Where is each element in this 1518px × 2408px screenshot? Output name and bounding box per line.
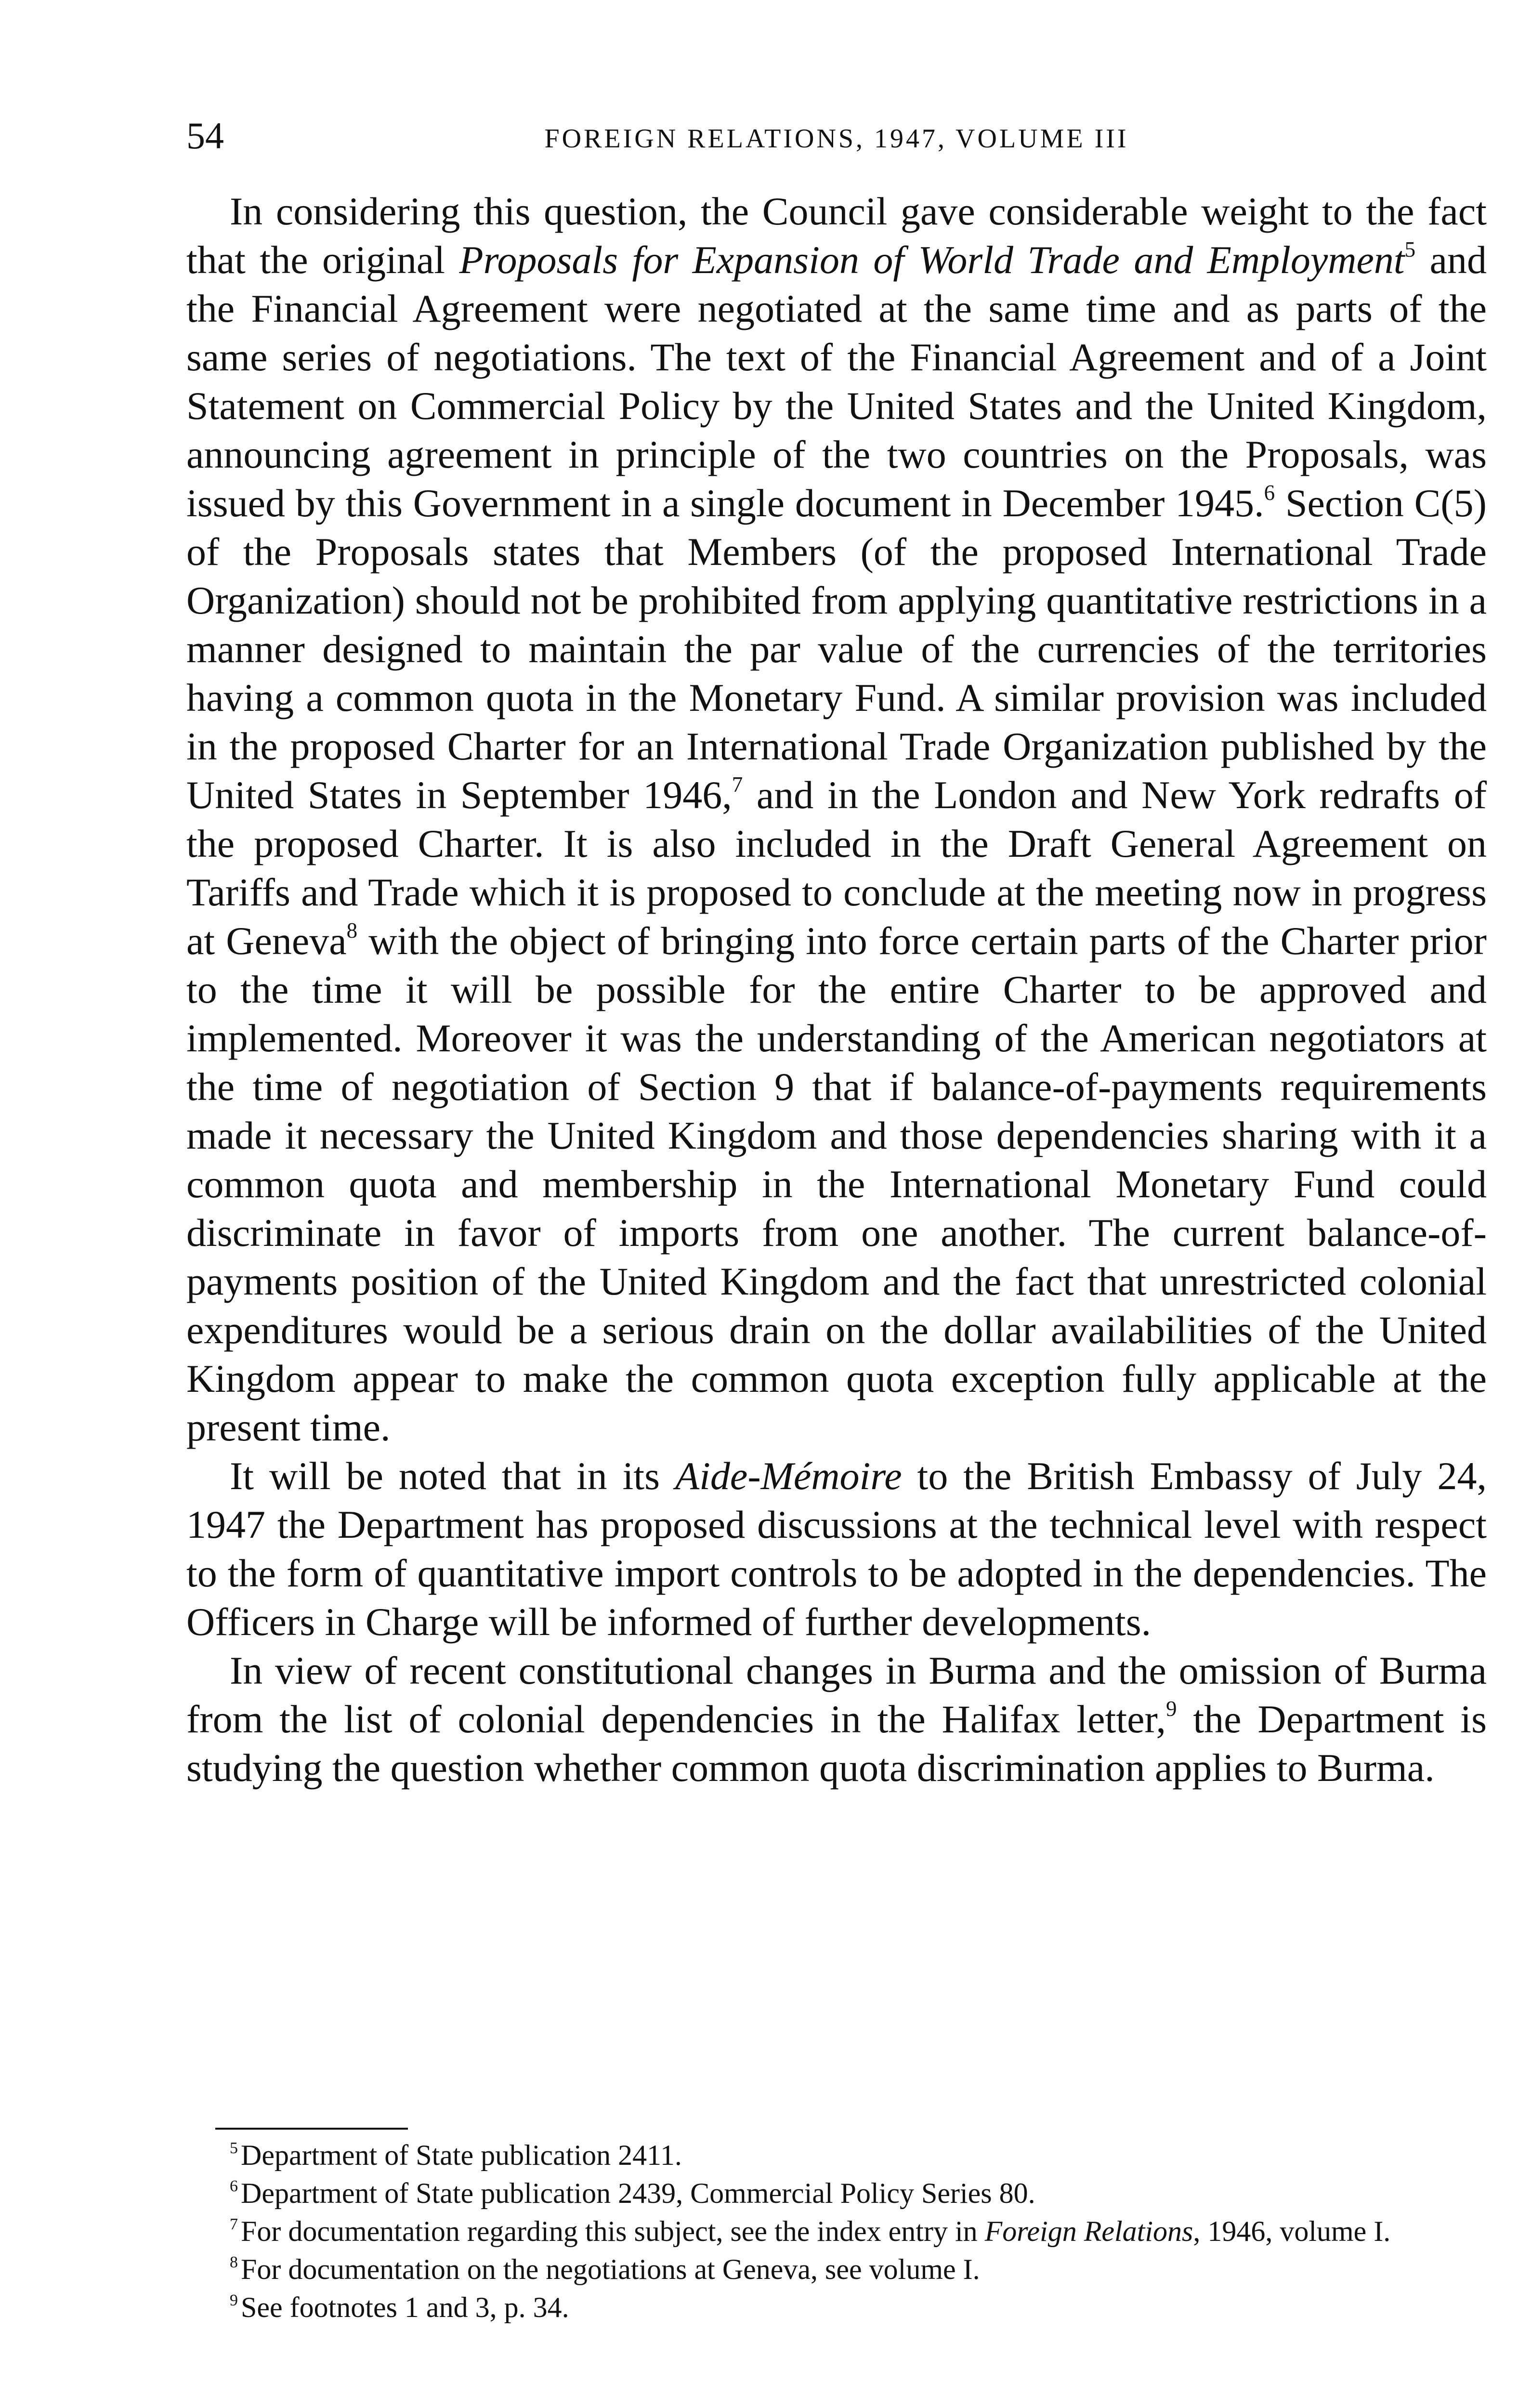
text-span: the Department is studying the question whether common quota discrimination applies to Burma. bbox=[186, 1697, 1487, 1790]
footnote-mark: 6 bbox=[230, 2177, 238, 2195]
footnote-ref-9: 9 bbox=[1166, 1697, 1177, 1721]
footnote-text: Department of State publication 2411. bbox=[241, 2139, 682, 2171]
page-header bbox=[186, 112, 1487, 160]
footnote-9 bbox=[186, 2289, 1487, 2327]
footnote-6 bbox=[186, 2174, 1487, 2212]
document-title: Aide-Mémoire bbox=[675, 1454, 902, 1498]
footnote-8 bbox=[186, 2251, 1487, 2289]
footnote-ref-5: 5 bbox=[1404, 237, 1416, 262]
footnote-text: For documentation on the negotiations at Geneva, see volume I. bbox=[241, 2253, 980, 2285]
text-span: with the object of bringing into force certain parts of the Charter prior to the time it will be possible for the entire Charter to be approved and implemented. Moreover it was the understanding of the American negotiators at the time of negotiation of Section 9 that if balance-of-payments requirements made it necessary the United Kingdom and those dependencies sharing with it a common quota and membership in the International Monetary Fund could discriminate in favor of imports from one another. The current balance-of-payments position of the United Kingdom and the fact that unrestricted colonial expenditures would be a serious drain on the dollar availabilities of the United Kingdom appear to make the common quota exception fully applicable at the present time. bbox=[186, 919, 1487, 1449]
footnotes bbox=[186, 2128, 1487, 2327]
text-span: and the Financial Agreement were negotiated at the same time and as parts of the same series of negotiations. The text of the Financial Agreement and of a Joint Statement on Commercial Policy by the United States and the United Kingdom, announcing agreement in principle of the two countries on the Proposals, was issued by this Government in a single document in December 1945. bbox=[186, 238, 1487, 525]
text-span: Section C(5) of the Proposals states that Members (of the proposed International Trade Organization) should not be prohibited from applying quantitative restrictions in a manner designed to maintain the par value of the currencies of the territories having a common quota in the Monetary Fund. A similar provision was included in the proposed Charter for an International Trade Organization published by the United States in September 1946, bbox=[186, 481, 1487, 817]
footnote-mark: 8 bbox=[230, 2253, 238, 2271]
publication-title: Proposals for Expansion of World Trade and Employment bbox=[459, 238, 1405, 282]
footnote-mark: 7 bbox=[230, 2215, 238, 2233]
footnote-mark: 9 bbox=[230, 2291, 238, 2309]
footnote-ref-7: 7 bbox=[732, 772, 743, 797]
paragraph-3 bbox=[186, 1646, 1487, 1792]
text-span: In view of recent constitutional changes in Burma and the omission of Burma from the list of colonial dependencies in the Halifax letter, bbox=[186, 1649, 1487, 1741]
footnote-7 bbox=[186, 2212, 1487, 2251]
footnote-mark: 5 bbox=[230, 2139, 238, 2157]
footnote-text: , 1946, volume I. bbox=[1193, 2215, 1391, 2247]
footnote-text: For documentation regarding this subject, see the index entry in bbox=[241, 2215, 985, 2247]
text-span: to the British Embassy of July 24, 1947 the Department has proposed discussions at the technical level with respect to the form of quantitative import controls to be adopted in the dependencies. The Officers in Charge will be informed of further developments. bbox=[186, 1454, 1487, 1644]
footnote-publication-title: Foreign Relations bbox=[984, 2215, 1193, 2247]
footnote-text: See footnotes 1 and 3, p. 34. bbox=[241, 2291, 569, 2323]
text-span: and in the London and New York redrafts of the proposed Charter. It is also included in the Draft General Agreement on Tariffs and Trade which it is proposed to conclude at the meeting now in progress at Geneva bbox=[186, 773, 1487, 963]
footnote-5 bbox=[186, 2136, 1487, 2174]
text-span: It will be noted that in its bbox=[230, 1454, 676, 1498]
running-title: FOREIGN RELATIONS, 1947, VOLUME III bbox=[544, 124, 1129, 154]
page-number: 54 bbox=[186, 115, 224, 157]
footnote-ref-8: 8 bbox=[346, 918, 358, 942]
body-text bbox=[186, 187, 1487, 1792]
footnote-ref-6: 6 bbox=[1264, 481, 1275, 505]
paragraph-1 bbox=[186, 187, 1487, 1452]
footnote-rule bbox=[215, 2128, 408, 2130]
footnote-text: Department of State publication 2439, Commercial Policy Series 80. bbox=[241, 2177, 1035, 2209]
paragraph-2 bbox=[186, 1452, 1487, 1646]
text-span: In considering this question, the Council gave considerable weight to the fact that the original bbox=[186, 189, 1487, 282]
